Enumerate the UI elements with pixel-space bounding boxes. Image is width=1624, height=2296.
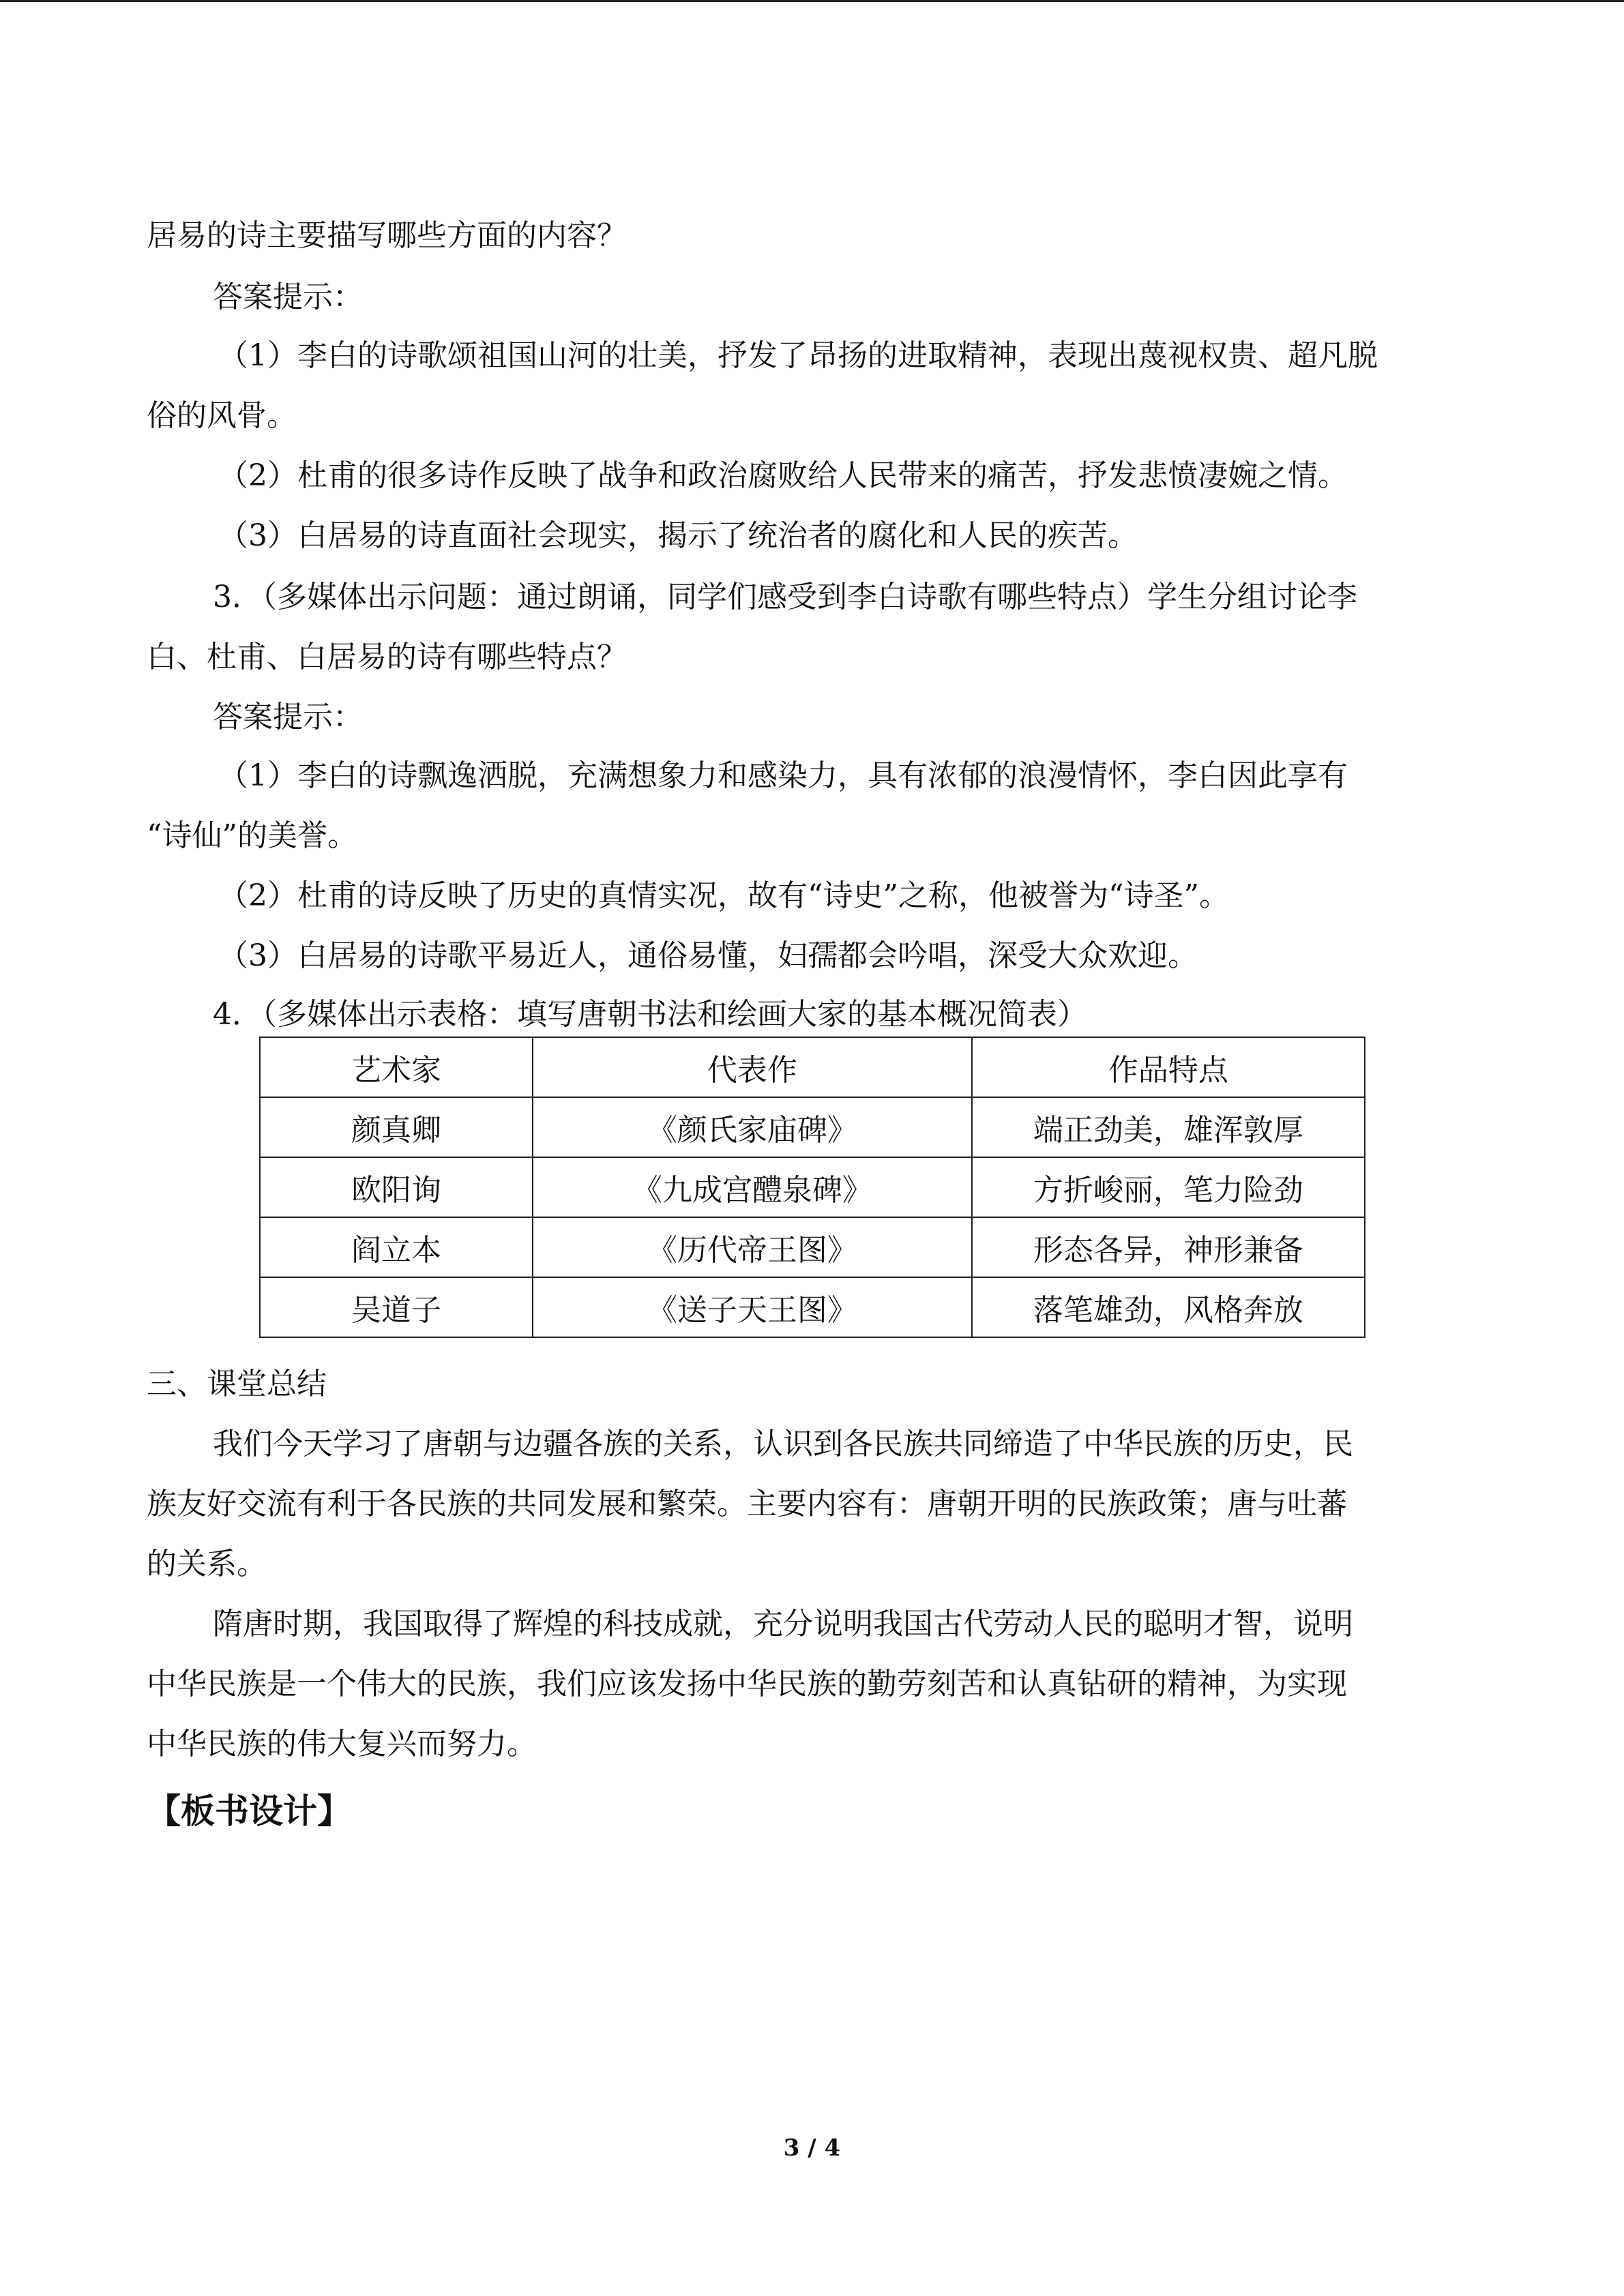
summary-line: 中华民族的伟大复兴而努力。 — [147, 1727, 537, 1761]
text-line: （3）白居易的诗歌平易近人，通俗易懂，妇孺都会吟唱，深受大众欢迎。 — [218, 938, 1198, 973]
text-line: 居易的诗主要描写哪些方面的内容？ — [147, 218, 627, 253]
table-header-cell: 作品特点 — [972, 1037, 1365, 1097]
answer-hint-label: 答案提示： — [213, 700, 363, 734]
text-line: （2）杜甫的诗反映了历史的真情实况，故有“诗史”之称，他被誉为“诗圣”。 — [218, 878, 1229, 913]
table-cell: 颜真卿 — [260, 1097, 533, 1157]
table-header-row — [260, 1037, 1365, 1097]
summary-line: 的关系。 — [147, 1547, 267, 1581]
text-line: 俗的风骨。 — [147, 398, 297, 433]
table-cell: 《送子天王图》 — [533, 1277, 972, 1337]
summary-line: 中华民族是一个伟大的民族，我们应该发扬中华民族的勤劳刻苦和认真钻研的精神，为实现 — [147, 1667, 1347, 1701]
text-line: （2）杜甫的很多诗作反映了战争和政治腐败给人民带来的痛苦，抒发悲愤凄婉之情。 — [218, 458, 1348, 493]
table-cell: 欧阳询 — [260, 1157, 533, 1217]
summary-line: 我们今天学习了唐朝与边疆各族的关系，认识到各民族共同缔造了中华民族的历史，民 — [213, 1427, 1353, 1461]
table-row — [260, 1217, 1365, 1277]
summary-line: 族友好交流有利于各民族的共同发展和繁荣。主要内容有：唐朝开明的民族政策；唐与吐蕃 — [147, 1487, 1347, 1521]
text-line: （3）白居易的诗直面社会现实，揭示了统治者的腐化和人民的疾苦。 — [218, 518, 1138, 553]
table-cell: 《颜氏家庙碑》 — [533, 1097, 972, 1157]
artist-table — [259, 1037, 1365, 1338]
question-4: 4．（多媒体出示表格：填写唐朝书法和绘画大家的基本概况简表） — [213, 997, 1087, 1032]
summary-line: 隋唐时期，我国取得了辉煌的科技成就，充分说明我国古代劳动人民的聪明才智，说明 — [213, 1607, 1353, 1641]
answer-hint-label: 答案提示： — [213, 280, 363, 314]
table-cell: 阎立本 — [260, 1217, 533, 1277]
table-cell: 方折峻丽，笔力险劲 — [972, 1157, 1365, 1217]
board-design-heading: 【板书设计】 — [147, 1791, 351, 1831]
table-cell: 端正劲美，雄浑敦厚 — [972, 1097, 1365, 1157]
table-cell: 《历代帝王图》 — [533, 1217, 972, 1277]
table-row — [260, 1277, 1365, 1337]
table-row — [260, 1157, 1365, 1217]
section-title: 三、课堂总结 — [147, 1367, 327, 1401]
page-number: 3 / 4 — [783, 2134, 841, 2162]
table-header-cell: 艺术家 — [260, 1037, 533, 1097]
text-line: “诗仙”的美誉。 — [147, 818, 357, 853]
text-line: 白、杜甫、白居易的诗有哪些特点？ — [147, 640, 627, 674]
text-line: （1）李白的诗歌颂祖国山河的壮美，抒发了昂扬的进取精神，表现出蔑视权贵、超凡脱 — [218, 338, 1378, 373]
table-cell: 吴道子 — [260, 1277, 533, 1337]
table-row — [260, 1097, 1365, 1157]
table-header-cell: 代表作 — [533, 1037, 972, 1097]
table-cell: 形态各异，神形兼备 — [972, 1217, 1365, 1277]
table-cell: 落笔雄劲，风格奔放 — [972, 1277, 1365, 1337]
text-line: （1）李白的诗飘逸洒脱，充满想象力和感染力，具有浓郁的浪漫情怀，李白因此享有 — [218, 758, 1348, 793]
table-cell: 《九成宫醴泉碑》 — [533, 1157, 972, 1217]
question-3: 3．（多媒体出示问题：通过朗诵，同学们感受到李白诗歌有哪些特点）学生分组讨论李 — [213, 580, 1357, 614]
